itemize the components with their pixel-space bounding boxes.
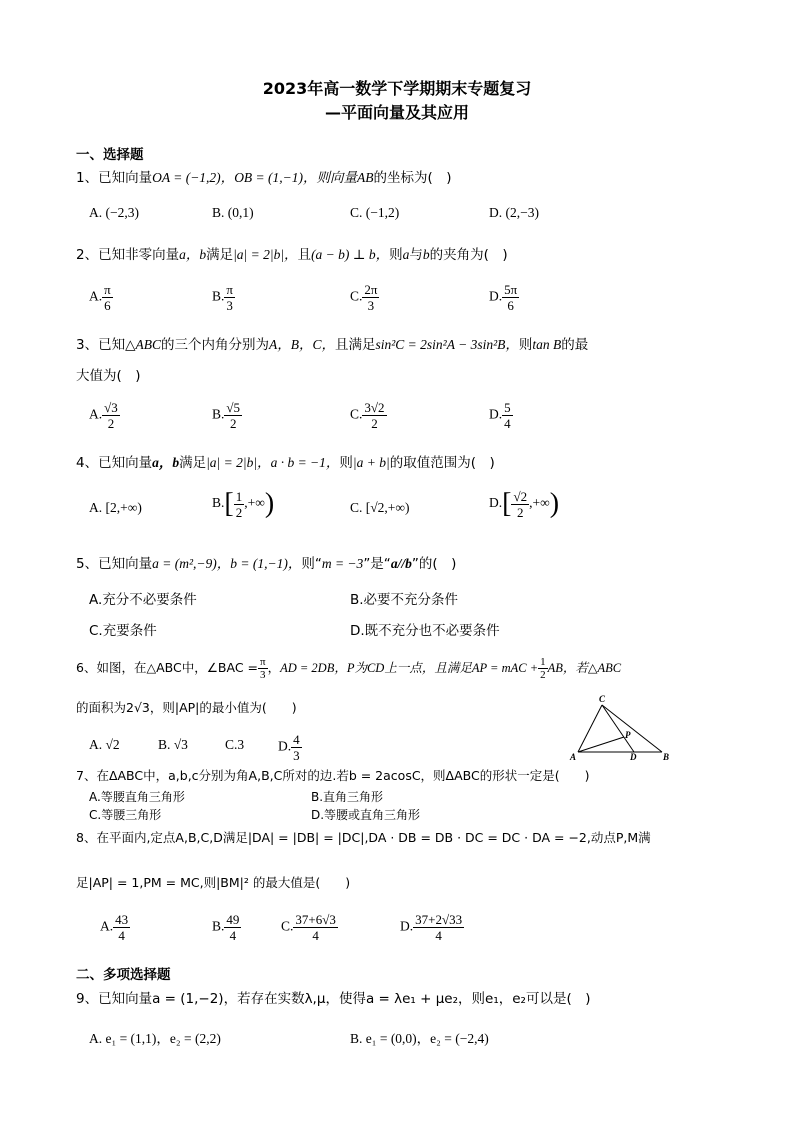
q3-option-b: B. $\frac{√5}{2}$ (212, 400, 241, 431)
q1-option-c: C. (−1,2) (350, 205, 400, 220)
q4-option-c: C. [√2,+∞) (350, 500, 410, 515)
q7-option-a: A.等腰直角三角形 (89, 790, 185, 804)
q3-option-d: D. $\frac{5}{4}$ (489, 400, 511, 431)
question-9-stem: 9、已知向量a = (1,−2)，若存在实数λ,μ，使得a = λe₁ + μe₂，则e₁，e₂可以是( ) (76, 991, 591, 1007)
q3-option-c: C. $\frac{3√2}{2}$ (350, 400, 385, 431)
q3-option-a: A. $\frac{√3}{2}$ (89, 400, 118, 431)
question-6-stem-line2: 的面积为2√3，则|AP|的最小值为( ) (76, 700, 297, 715)
q4-option-b: B.[ $\frac{1}{2}$ ,+∞) (212, 488, 275, 520)
q9-option-a: A. e₁ = (1,1)，e₂ = (2,2) (89, 1031, 221, 1046)
question-8-stem: 8、在平面内,定点A,B,C,D满足|DA| = |DB| = |DC|,DA · DB = DB · DC = DC · DA = −2,动点P,M满 (76, 830, 651, 845)
section-heading-multi: 二、多项选择题 (76, 967, 171, 983)
question-6-stem: 6、如图，在△ABC中，∠BAC = $\frac{\pi}{3}$ ，AD = 2DB，P为CD上一点，且满足AP = mAC + $\frac{1}{2}$ AB，若△ABC (76, 656, 622, 681)
question-1-stem: 1、已知向量OA = (−1,2)，OB = (1,−1)，则向量AB的坐标为( ) (76, 170, 452, 186)
q7-option-b: B.直角三角形 (311, 790, 384, 804)
q5-option-b: B.必要不充分条件 (350, 592, 459, 608)
question-8-stem-line2: 足|AP| = 1,PM = MC,则|BM|² 的最大值是( ) (76, 875, 351, 890)
q8-option-d: D. $\frac{37+2√33}{4}$ (400, 912, 463, 943)
q4-option-d: D.[ $\frac{√2}{2}$ ,+∞) (489, 488, 560, 520)
q5-option-a: A.充分不必要条件 (89, 592, 197, 608)
segment-cd (602, 705, 634, 752)
q8-option-b: B. $\frac{49}{4}$ (212, 912, 240, 943)
q8-option-c: C. $\frac{37+6√3}{4}$ (281, 912, 336, 943)
triangle-figure (566, 690, 676, 762)
q9-option-b: B. e₁ = (0,0)，e₂ = (−2,4) (350, 1031, 489, 1046)
page-subtitle: —平面向量及其应用 (324, 103, 469, 122)
question-5-stem: 5、已知向量a = (m²,−9)，b = (1,−1)，则“m = −3”是“a//b”的( ) (76, 556, 457, 572)
q1-option-a: A. (−2,3) (89, 205, 139, 220)
question-2-stem: 2、已知非零向量a，b满足|a| = 2|b|，且(a − b) ⊥ b，则a与b的夹角为( ) (76, 247, 508, 263)
label-a: A (570, 752, 577, 762)
q6-option-c: C.3 (225, 737, 245, 752)
label-p: P (625, 730, 631, 740)
label-b: B (663, 752, 670, 762)
section-heading-choice: 一、选择题 (76, 147, 144, 163)
question-3-stem-line2: 大值为( ) (76, 368, 141, 384)
q5-option-c: C.充要条件 (89, 623, 157, 639)
question-4-stem: 4、已知向量a，b满足|a| = 2|b|，a · b = −1，则|a + b|的取值范围为( ) (76, 455, 495, 471)
q6-option-d: D. $\frac{4}{3}$ (278, 732, 300, 763)
label-d: D (630, 752, 637, 762)
segment-cb (602, 705, 662, 752)
q2-option-a: A. $\frac{\pi}{6}$ (89, 282, 111, 313)
question-3-stem: 3、已知△ABC的三个内角分别为A，B，C，且满足sin²C = 2sin²A − 3sin²B，则tan B的最 (76, 337, 589, 353)
q4-option-a: A. [2,+∞) (89, 500, 142, 515)
q1-option-d: D. (2,−3) (489, 205, 539, 220)
q7-option-d: D.等腰或直角三角形 (311, 808, 421, 822)
q7-option-c: C.等腰三角形 (89, 808, 162, 822)
q2-option-d: D. $\frac{5\pi}{6}$ (489, 282, 518, 313)
q8-option-a: A. $\frac{43}{4}$ (100, 912, 129, 943)
q1-option-b: B. (0,1) (212, 205, 254, 220)
q2-option-b: B. $\frac{\pi}{3}$ (212, 282, 233, 313)
page-title: 2023年高一数学下学期期末专题复习 (262, 79, 532, 98)
label-c: C (599, 694, 606, 704)
q6-option-b: B. √3 (158, 737, 188, 752)
q2-option-c: C. $\frac{2\pi}{3}$ (350, 282, 378, 313)
question-7-stem: 7、在ΔABC中，a,b,c分别为角A,B,C所对的边.若b = 2acosC，则ΔABC的形状一定是( ) (76, 768, 590, 783)
q6-option-a: A. √2 (89, 737, 120, 752)
q5-option-d: D.既不充分也不必要条件 (350, 623, 500, 639)
